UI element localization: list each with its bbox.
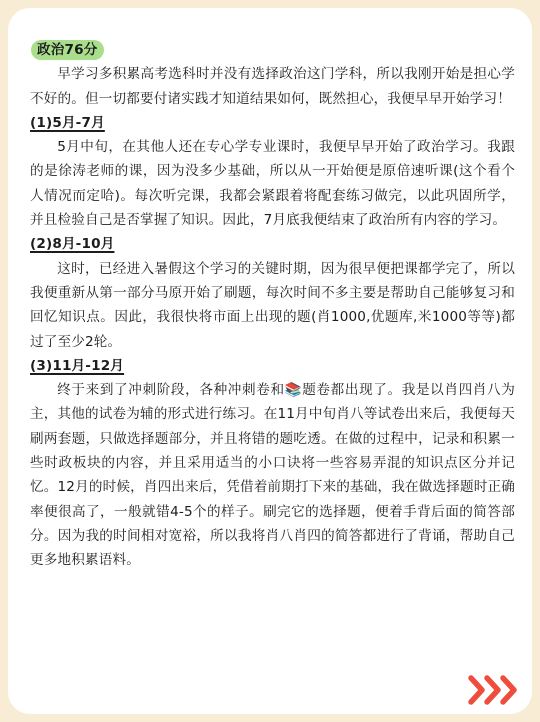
triple-chevron-right-icon[interactable] [466, 673, 522, 707]
article-body [30, 38, 515, 573]
section-heading-aug-oct: (2)8月-10月 [30, 236, 115, 253]
section-body-aug-oct: 这时，已经进入暑假这个学习的关键时期，因为很早便把课都学完了，所以我便重新从第一部分马原开始了刷题，每次时间不多主要是帮助自己能够复习和回忆知识点。因此，我很快将市面上出现的题(肖1000,优题库,米1000等等)都过了至少2轮。 [30, 260, 515, 350]
section-body-nov-dec: 终于来到了冲刺阶段，各种冲刺卷和📚题卷都出现了。我是以肖四肖八为主，其他的试卷为辅的形式进行练习。在11月中旬肖八等试卷出来后，我便每天刷两套题，只做选择题部分，并且将错的题吃透。在做的过程中，记录和积累一些时政板块的内容，并且采用适当的小口诀将一些容易弄混的知识点区分并记忆。12月的时候，肖四出来后，凭借着前期打下来的基础，我在做选择题时正确率便很高了，一般就错4-5个的样子。刷完它的选择题，便着手背后面的简答部分。因为我的时间相对宽裕，所以我将肖八肖四的简答都进行了背诵，帮助自己更多地积累语料。 [30, 382, 515, 569]
section-body-may-july: 5月中旬，在其他人还在专心学专业课时，我便早早开始了政治学习。我跟的是徐涛老师的课，因为没多少基础，所以从一开始便是原倍速听课(这个看个人情况而定哈)。每次听完课，我都会紧跟着将配套练习做完，以此巩固所学，并且检验自己是否掌握了知识。因此，7月底我便结束了政治所有内容的学习。 [30, 139, 515, 229]
title-badge: 政治76分 [31, 40, 104, 60]
intro-paragraph: 早学习多积累高考选科时并没有选择政治这门学科，所以我刚开始是担心学不好的。但一切都要付诸实践才知道结果如何，既然担心，我便早早开始学习！ [30, 66, 515, 107]
section-heading-may-july: (1)5月-7月 [30, 114, 105, 131]
content-card [8, 8, 532, 714]
section-heading-nov-dec: (3)11月-12月 [30, 357, 125, 374]
